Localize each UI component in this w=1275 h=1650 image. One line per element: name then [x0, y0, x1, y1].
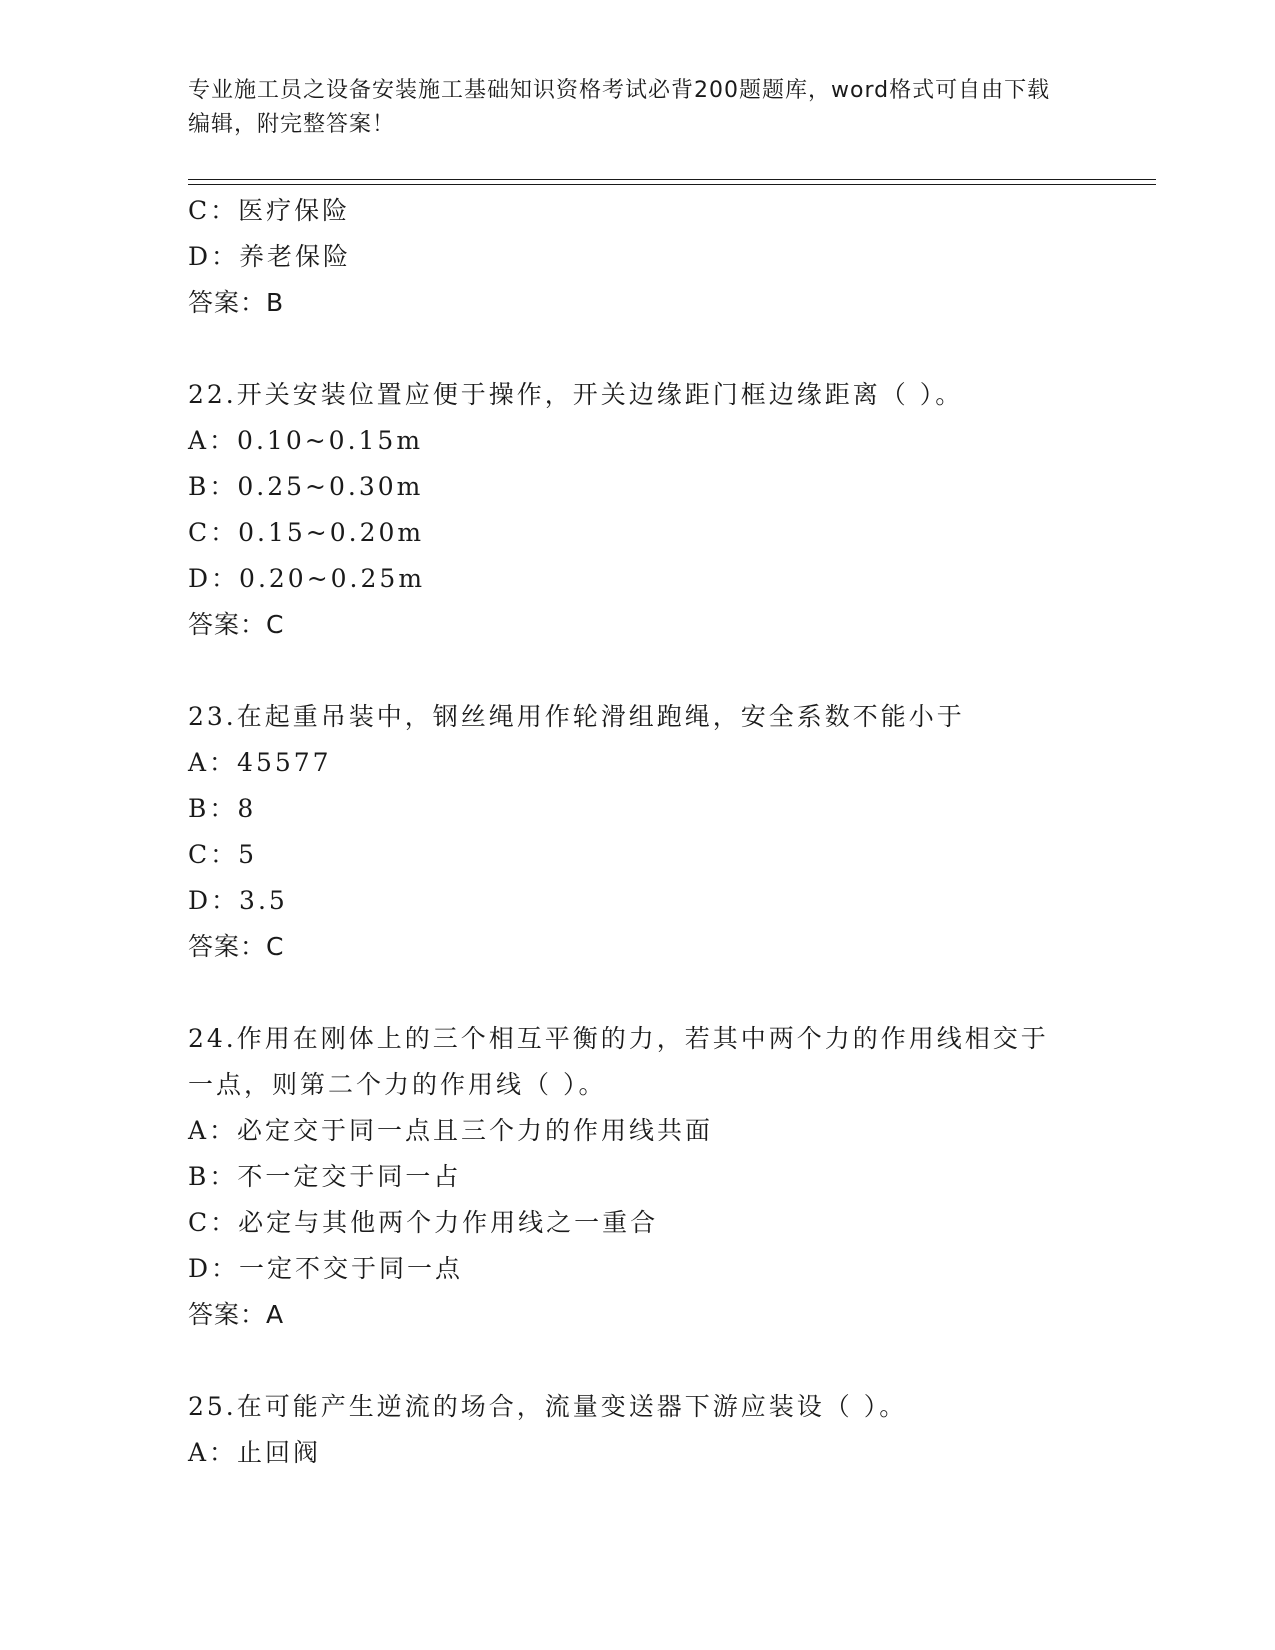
option-c: C：必定与其他两个力作用线之一重合 [188, 1208, 659, 1237]
option-d: D：一定不交于同一点 [188, 1254, 464, 1283]
option-c: C：5 [188, 840, 258, 869]
option-b: B：0.25~0.30m [188, 472, 424, 501]
option-d: D：0.20~0.25m [188, 564, 426, 593]
question-list [188, 188, 1108, 1476]
answer: 答案：C [188, 610, 285, 639]
question-21 [188, 188, 1108, 326]
spacer [188, 648, 1108, 694]
answer: 答案：A [188, 1300, 285, 1329]
spacer [188, 970, 1108, 1016]
question-22 [188, 372, 1108, 648]
question-23 [188, 694, 1108, 970]
question-title-line-2: 一点，则第二个力的作用线（ ）。 [188, 1070, 607, 1099]
option-b: B：8 [188, 794, 257, 823]
option-b: B：不一定交于同一占 [188, 1162, 462, 1191]
header-rule-top [188, 179, 1156, 180]
header-rule-bottom [188, 184, 1156, 185]
option-c: C：0.15~0.20m [188, 518, 425, 547]
document-header: 专业施工员之设备安装施工基础知识资格考试必背200题题库，word格式可自由下载编辑，附完整答案！ [188, 78, 1051, 137]
option-a: A：止回阀 [188, 1438, 322, 1467]
answer: 答案：B [188, 288, 285, 317]
option-d: D：养老保险 [188, 242, 352, 271]
question-title: 22.开关安装位置应便于操作，开关边缘距门框边缘距离（ ）。 [188, 380, 964, 409]
question-title-line-1: 24.作用在刚体上的三个相互平衡的力，若其中两个力的作用线相交于 [188, 1024, 1049, 1053]
option-a: A：必定交于同一点且三个力的作用线共面 [188, 1116, 714, 1145]
question-24 [188, 1016, 1108, 1338]
question-title: 25.在可能产生逆流的场合，流量变送器下游应装设（ ）。 [188, 1392, 908, 1421]
answer: 答案：C [188, 932, 285, 961]
option-d: D：3.5 [188, 886, 288, 915]
option-a: A：45577 [188, 748, 332, 777]
option-a: A：0.10~0.15m [188, 426, 424, 455]
spacer [188, 326, 1108, 372]
question-25 [188, 1384, 1108, 1476]
option-c: C：医疗保险 [188, 196, 351, 225]
question-title: 23.在起重吊装中，钢丝绳用作轮滑组跑绳，安全系数不能小于 [188, 702, 965, 731]
spacer [188, 1338, 1108, 1384]
